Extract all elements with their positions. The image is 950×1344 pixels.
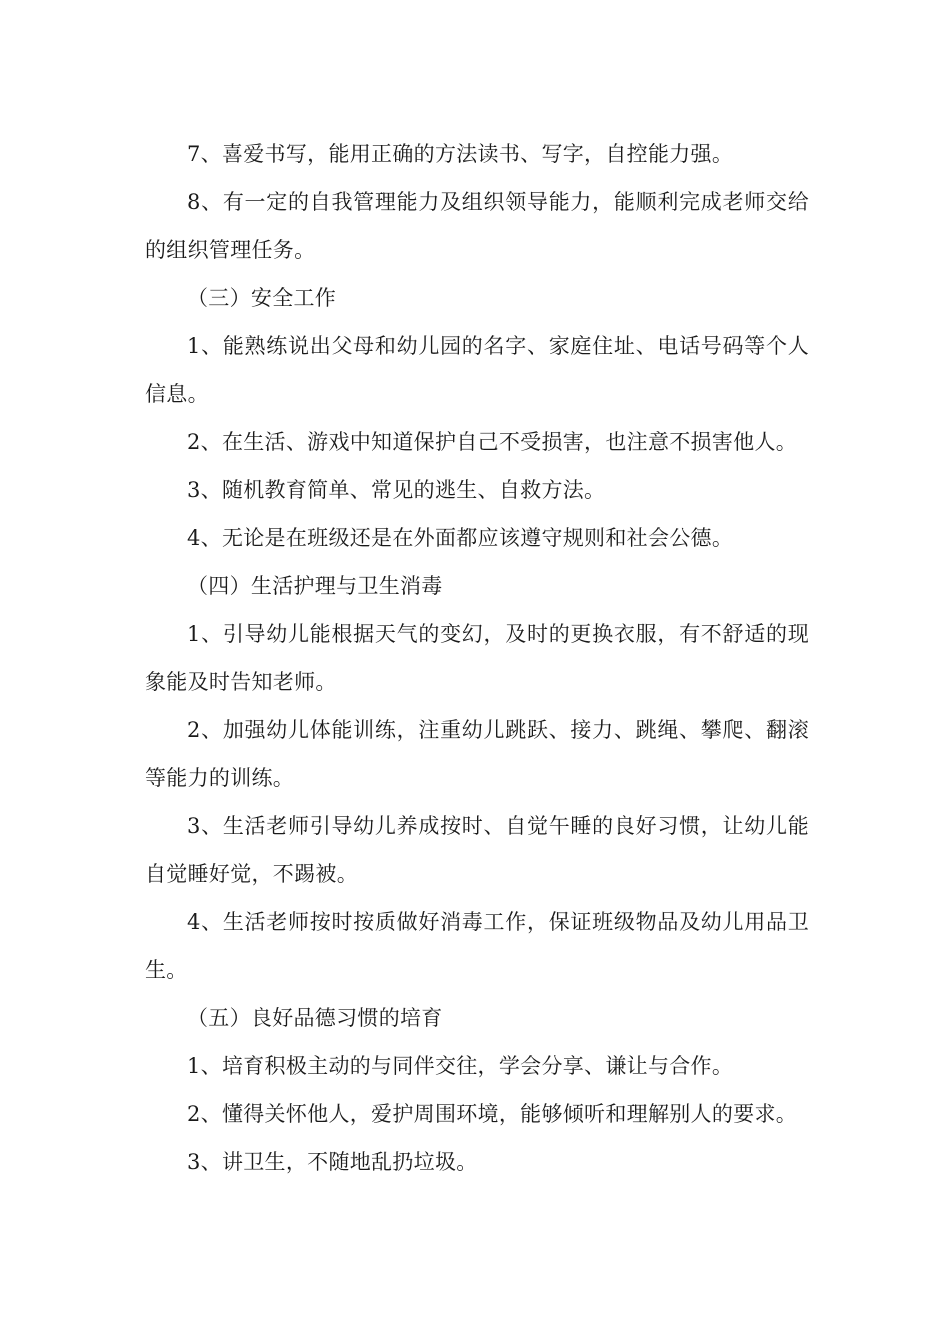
paragraph-moral-1: 1、培育积极主动的与同伴交往，学会分享、谦让与合作。 (187, 1054, 734, 1078)
paragraph-care-1: 1、引导幼儿能根据天气的变幻，及时的更换衣服，有不舒适的现象能及时告知老师。 (145, 622, 809, 694)
paragraph-care-2: 2、加强幼儿体能训练，注重幼儿跳跃、接力、跳绳、攀爬、翻滚等能力的训练。 (145, 718, 809, 790)
section-heading-care-hygiene: （四）生活护理与卫生消毒 (187, 574, 443, 598)
paragraph-moral-2: 2、懂得关怀他人，爱护周围环境，能够倾听和理解别人的要求。 (187, 1102, 798, 1126)
paragraph-8-self-management: 8、有一定的自我管理能力及组织领导能力，能顺利完成老师交给的组织管理任务。 (145, 190, 809, 262)
paragraph-care-4: 4、生活老师按时按质做好消毒工作，保证班级物品及幼儿用品卫生。 (145, 910, 809, 982)
paragraph-safety-4: 4、无论是在班级还是在外面都应该遵守规则和社会公德。 (187, 526, 734, 550)
paragraph-7-writing: 7、喜爱书写，能用正确的方法读书、写字，自控能力强。 (187, 142, 734, 166)
paragraph-safety-3: 3、随机教育简单、常见的逃生、自救方法。 (187, 478, 606, 502)
paragraph-safety-2: 2、在生活、游戏中知道保护自己不受损害，也注意不损害他人。 (187, 430, 798, 454)
paragraph-care-3: 3、生活老师引导幼儿养成按时、自觉午睡的良好习惯，让幼儿能自觉睡好觉，不踢被。 (145, 814, 809, 886)
section-heading-safety: （三）安全工作 (187, 286, 337, 310)
paragraph-moral-3: 3、讲卫生，不随地乱扔垃圾。 (187, 1150, 478, 1174)
section-heading-moral-habits: （五）良好品德习惯的培育 (187, 1006, 443, 1030)
paragraph-safety-1: 1、能熟练说出父母和幼儿园的名字、家庭住址、电话号码等个人信息。 (145, 334, 809, 406)
document-body (145, 130, 809, 1186)
